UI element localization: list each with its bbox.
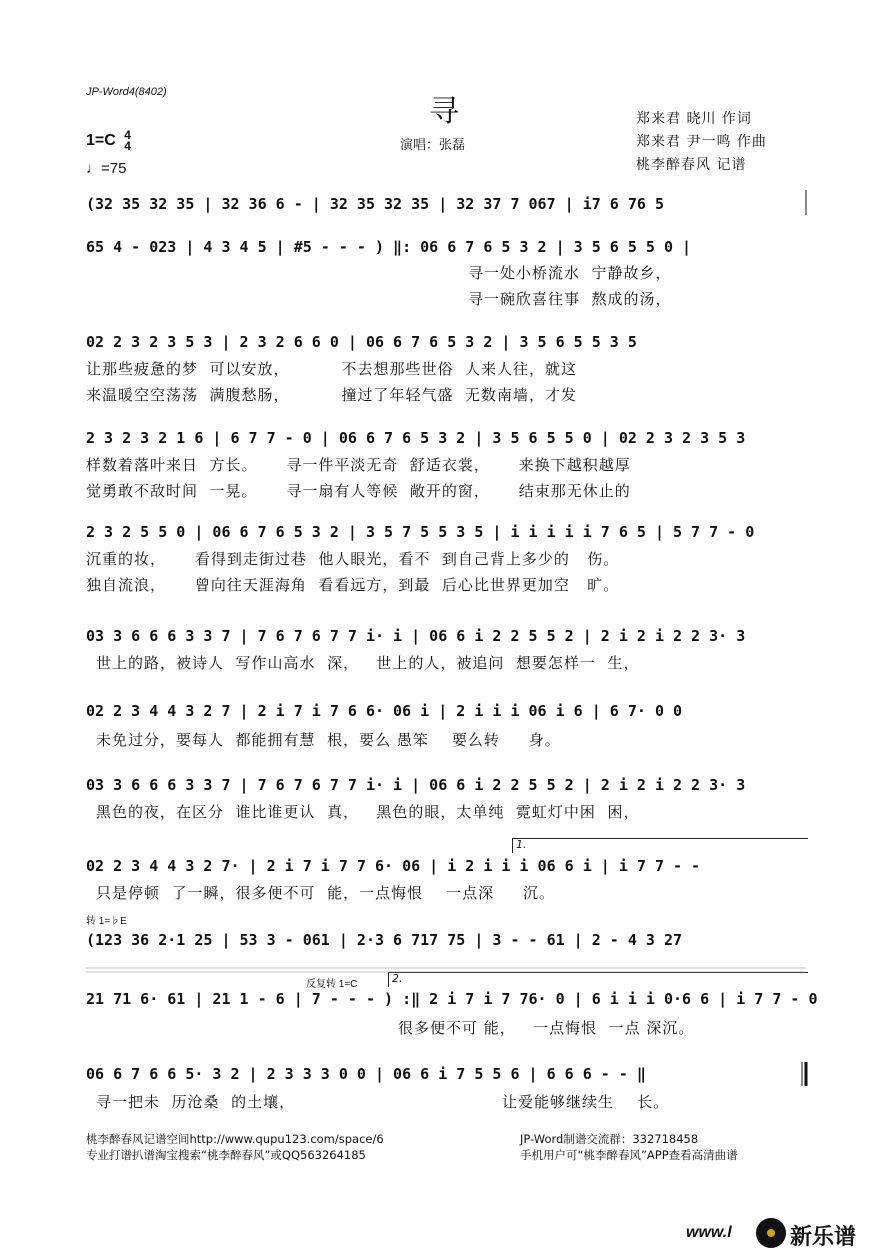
score-line-4: 2 3 2 3 2 1 6 | 6 7 7 - 0 | 06 6 7 6 5 3 2 | 3 5 6 5 5 0 | 02 2 3 2 3 5 3 xyxy=(86,429,746,447)
composer-credit: 郑来君 尹一鸣 作曲 xyxy=(636,134,767,150)
volta-second-ending: 2. xyxy=(388,972,808,987)
footer-left-1: 桃李醉春风记谱空间http://www.qupu123.com/space/6 xyxy=(86,1132,384,1146)
score-line-7: 02 2 3 4 4 3 2 7 | 2 i 7 i 7 6 6· 06 i | 2 i i i 06 i 6 | 6 7· 0 0 xyxy=(86,702,683,720)
lyricist-credit: 郑来君 晓川 作词 xyxy=(636,111,752,127)
lyric-line-2-verse-1: 寻一处小桥流水 宁静故乡， xyxy=(468,264,672,282)
tempo-value: =75 xyxy=(101,160,127,177)
software-label: JP-Word4(8402) xyxy=(86,86,167,98)
modulation-mark: 转 1=♭E xyxy=(86,916,127,927)
score-line-1: (32 35 32 35 | 32 36 6 - | 32 35 32 35 | 32 37 7 067 | i7 6 76 5 xyxy=(86,195,664,213)
lyric-line-12-part-2: 让爱能够继续生 长。 xyxy=(502,1093,670,1111)
score-line-11: 21 71 6· 61 | 21 1 - 6 | 7 - - - ) :‖ 2 i 7 i 7 76· 0 | 6 i i i 0·6 6 | i 7 7 - 0 xyxy=(86,990,818,1008)
vinyl-disc-icon xyxy=(756,1218,786,1248)
lyric-line-4-verse-2: 觉勇敢不敌时间 一晃。 寻一扇有人等候 敞开的窗， 结束那无休止的 xyxy=(86,482,631,500)
lyric-line-12-part-1: 寻一把未 历沧桑 的土壤， xyxy=(96,1093,296,1111)
footer-right-1: JP-Word制谱交流群：332718458 xyxy=(520,1132,699,1146)
quarter-note-icon: ♩ xyxy=(86,160,101,177)
lyric-line-11: 很多便不可 能， 一点悔恨 一点 深沉。 xyxy=(398,1019,695,1037)
score-line-8: 03 3 6 6 6 3 3 7 | 7 6 7 6 7 7 i· i | 06 6 i 2 2 5 5 2 | 2 i 2 i 2 2 3· 3 xyxy=(86,776,746,794)
lyric-line-2-verse-2: 寻一碗欣喜往事 熬成的汤， xyxy=(468,290,672,308)
lyric-line-6: 世上的路，被诗人 写作山高水 深， 世上的人，被追问 想要怎样一 生， xyxy=(96,654,640,672)
lyric-line-5-verse-2: 独自流浪， 曾向往天涯海角 看看远方，到最 后心比世界更加空 旷。 xyxy=(86,576,620,594)
logo-url-text: www.l xyxy=(686,1224,732,1241)
volta-first-ending: 1. xyxy=(512,838,808,853)
time-sig-numerator: 4 xyxy=(124,128,131,142)
score-line-10: (123 36 2·1 25 | 53 3 - 061 | 2·3 6 717 75 | 3 - - 61 | 2 - 4 3 27 xyxy=(86,931,683,949)
lyric-line-3-verse-2: 来温暖空空荡荡 满腹愁肠， 撞过了年轻气盛 无数南墙，才发 xyxy=(86,386,577,404)
score-line-12: 06 6 7 6 6 5· 3 2 | 2 3 3 3 0 0 | 06 6 i 7 5 5 6 | 6 6 6 - - ‖ xyxy=(86,1065,646,1083)
lyric-line-3-verse-1: 让那些疲惫的梦 可以安放， 不去想那些世俗 人来人往，就这 xyxy=(86,360,577,378)
da-capo-mark: 反复转 1=C xyxy=(306,979,358,990)
lyric-line-4-verse-1: 样数着落叶来日 方长。 寻一件平淡无奇 舒适衣裳， 来换下越积越厚 xyxy=(86,456,631,474)
logo-name: 新乐谱 xyxy=(790,1225,857,1250)
song-title: 寻 xyxy=(429,94,459,129)
score-line-9: 02 2 3 4 4 3 2 7· | 2 i 7 i 7 7 6· 06 | i 2 i i i 06 6 i | i 7 7 - - xyxy=(86,857,701,875)
lyric-line-7: 未免过分，要每人 都能拥有慧 根，要么 愚笨 要么转 身。 xyxy=(96,731,561,749)
lyric-line-5-verse-1: 沉重的妆， 看得到走街过巷 他人眼光，看不 到自己背上多少的 伤。 xyxy=(86,550,620,568)
key-label: 1=C xyxy=(86,132,116,150)
score-line-3: 02 2 3 2 3 5 3 | 2 3 2 6 6 0 | 06 6 7 6 5 3 2 | 3 5 6 5 5 3 5 xyxy=(86,333,637,351)
lyric-line-9: 只是停顿 了一瞬，很多便不可 能，一点悔恨 一点深 沉。 xyxy=(96,884,555,902)
transcriber-credit: 桃李醉春风 记谱 xyxy=(636,157,747,173)
score-line-6: 03 3 6 6 6 3 3 7 | 7 6 7 6 7 7 i· i | 06 6 i 2 2 5 5 2 | 2 i 2 i 2 2 3· 3 xyxy=(86,627,746,645)
footer-left-2: 专业打谱扒谱淘宝搜索“桃李醉春风”或QQ563264185 xyxy=(86,1148,366,1162)
singer-label: 演唱：张磊 xyxy=(400,138,466,153)
footer-right-2: 手机用户可“桃李醉春风”APP查看高清曲谱 xyxy=(520,1148,738,1162)
site-logo[interactable] xyxy=(686,1214,886,1250)
score-line-5: 2 3 2 5 5 0 | 06 6 7 6 5 3 2 | 3 5 7 5 5 3 5 | i i i i i 7 6 5 | 5 7 7 - 0 xyxy=(86,523,755,541)
lyric-line-8: 黑色的夜，在区分 谁比谁更认 真， 黑色的眼，太单纯 霓虹灯中困 困， xyxy=(96,803,640,821)
score-line-2: 65 4 - 023 | 4 3 4 5 | #5 - - - ) ‖: 06 6 7 6 5 3 2 | 3 5 6 5 5 0 | xyxy=(86,238,692,256)
time-sig-denominator: 4 xyxy=(124,139,131,153)
